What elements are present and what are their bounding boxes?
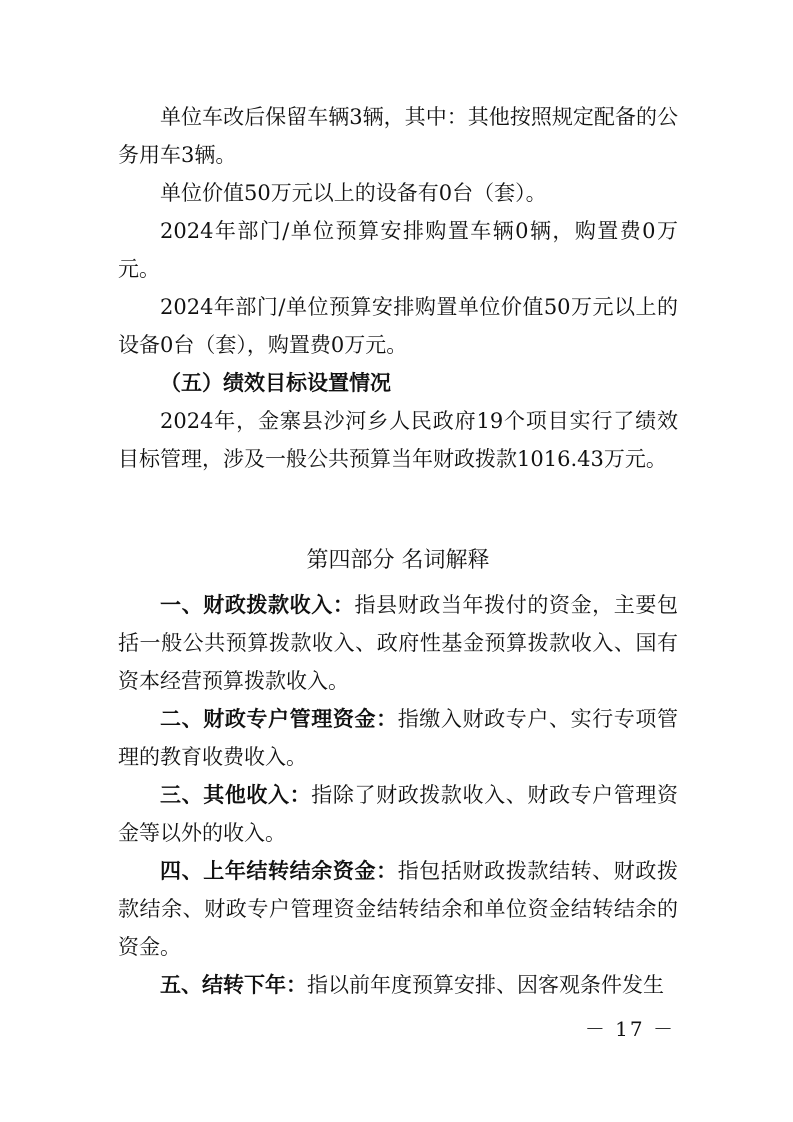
page-content [118,98,678,1004]
glossary-definition: 指包括财政拨款结转、财政拨款结余、财政专户管理资金结转结余和单位资金结转结余的资金。 [118,859,679,959]
glossary-definition: 指除了财政拨款收入、财政专户管理资金等以外的收入。 [118,783,679,845]
glossary-item [118,586,678,700]
equipment-purchase-paragraph: 2024年部门/单位预算安排购置单位价值50万元以上的设备0台（套），购置费0万元。 [118,295,678,357]
glossary-definition: 指缴入财政专户、实行专项管理的教育收费收入。 [118,707,679,769]
performance-heading: （五）绩效目标设置情况 [160,371,391,395]
glossary-term: 四、上年结转结余资金： [160,859,398,883]
performance-paragraph: 2024年，金寨县沙河乡人民政府19个项目实行了绩效目标管理，涉及一般公共预算当年财政拨款1016.43万元。 [118,409,678,471]
glossary-item [118,776,678,852]
glossary-definition: 指以前年度预算安排、因客观条件发生 [307,973,664,997]
vehicles-paragraph: 单位车改后保留车辆3辆，其中：其他按照规定配备的公务用车3辆。 [118,105,678,167]
vehicle-purchase-paragraph: 2024年部门/单位预算安排购置车辆0辆，购置费0万元。 [118,219,678,281]
glossary-term: 二、财政专户管理资金： [160,707,398,731]
glossary-item [118,966,678,1004]
page-number: － 17 － [584,1017,675,1041]
glossary-item [118,852,678,966]
glossary-term: 一、财政拨款收入： [160,593,355,617]
section-title: 第四部分 名词解释 [306,548,490,573]
equipment-paragraph: 单位价值50万元以上的设备有0台（套）。 [160,181,547,205]
glossary-term: 三、其他收入： [160,783,312,807]
glossary-term: 五、结转下年： [160,973,307,997]
glossary-item [118,700,678,776]
glossary-definition: 指县财政当年拨付的资金，主要包括一般公共预算拨款收入、政府性基金预算拨款收入、国有资本经营预算拨款收入。 [118,593,679,693]
